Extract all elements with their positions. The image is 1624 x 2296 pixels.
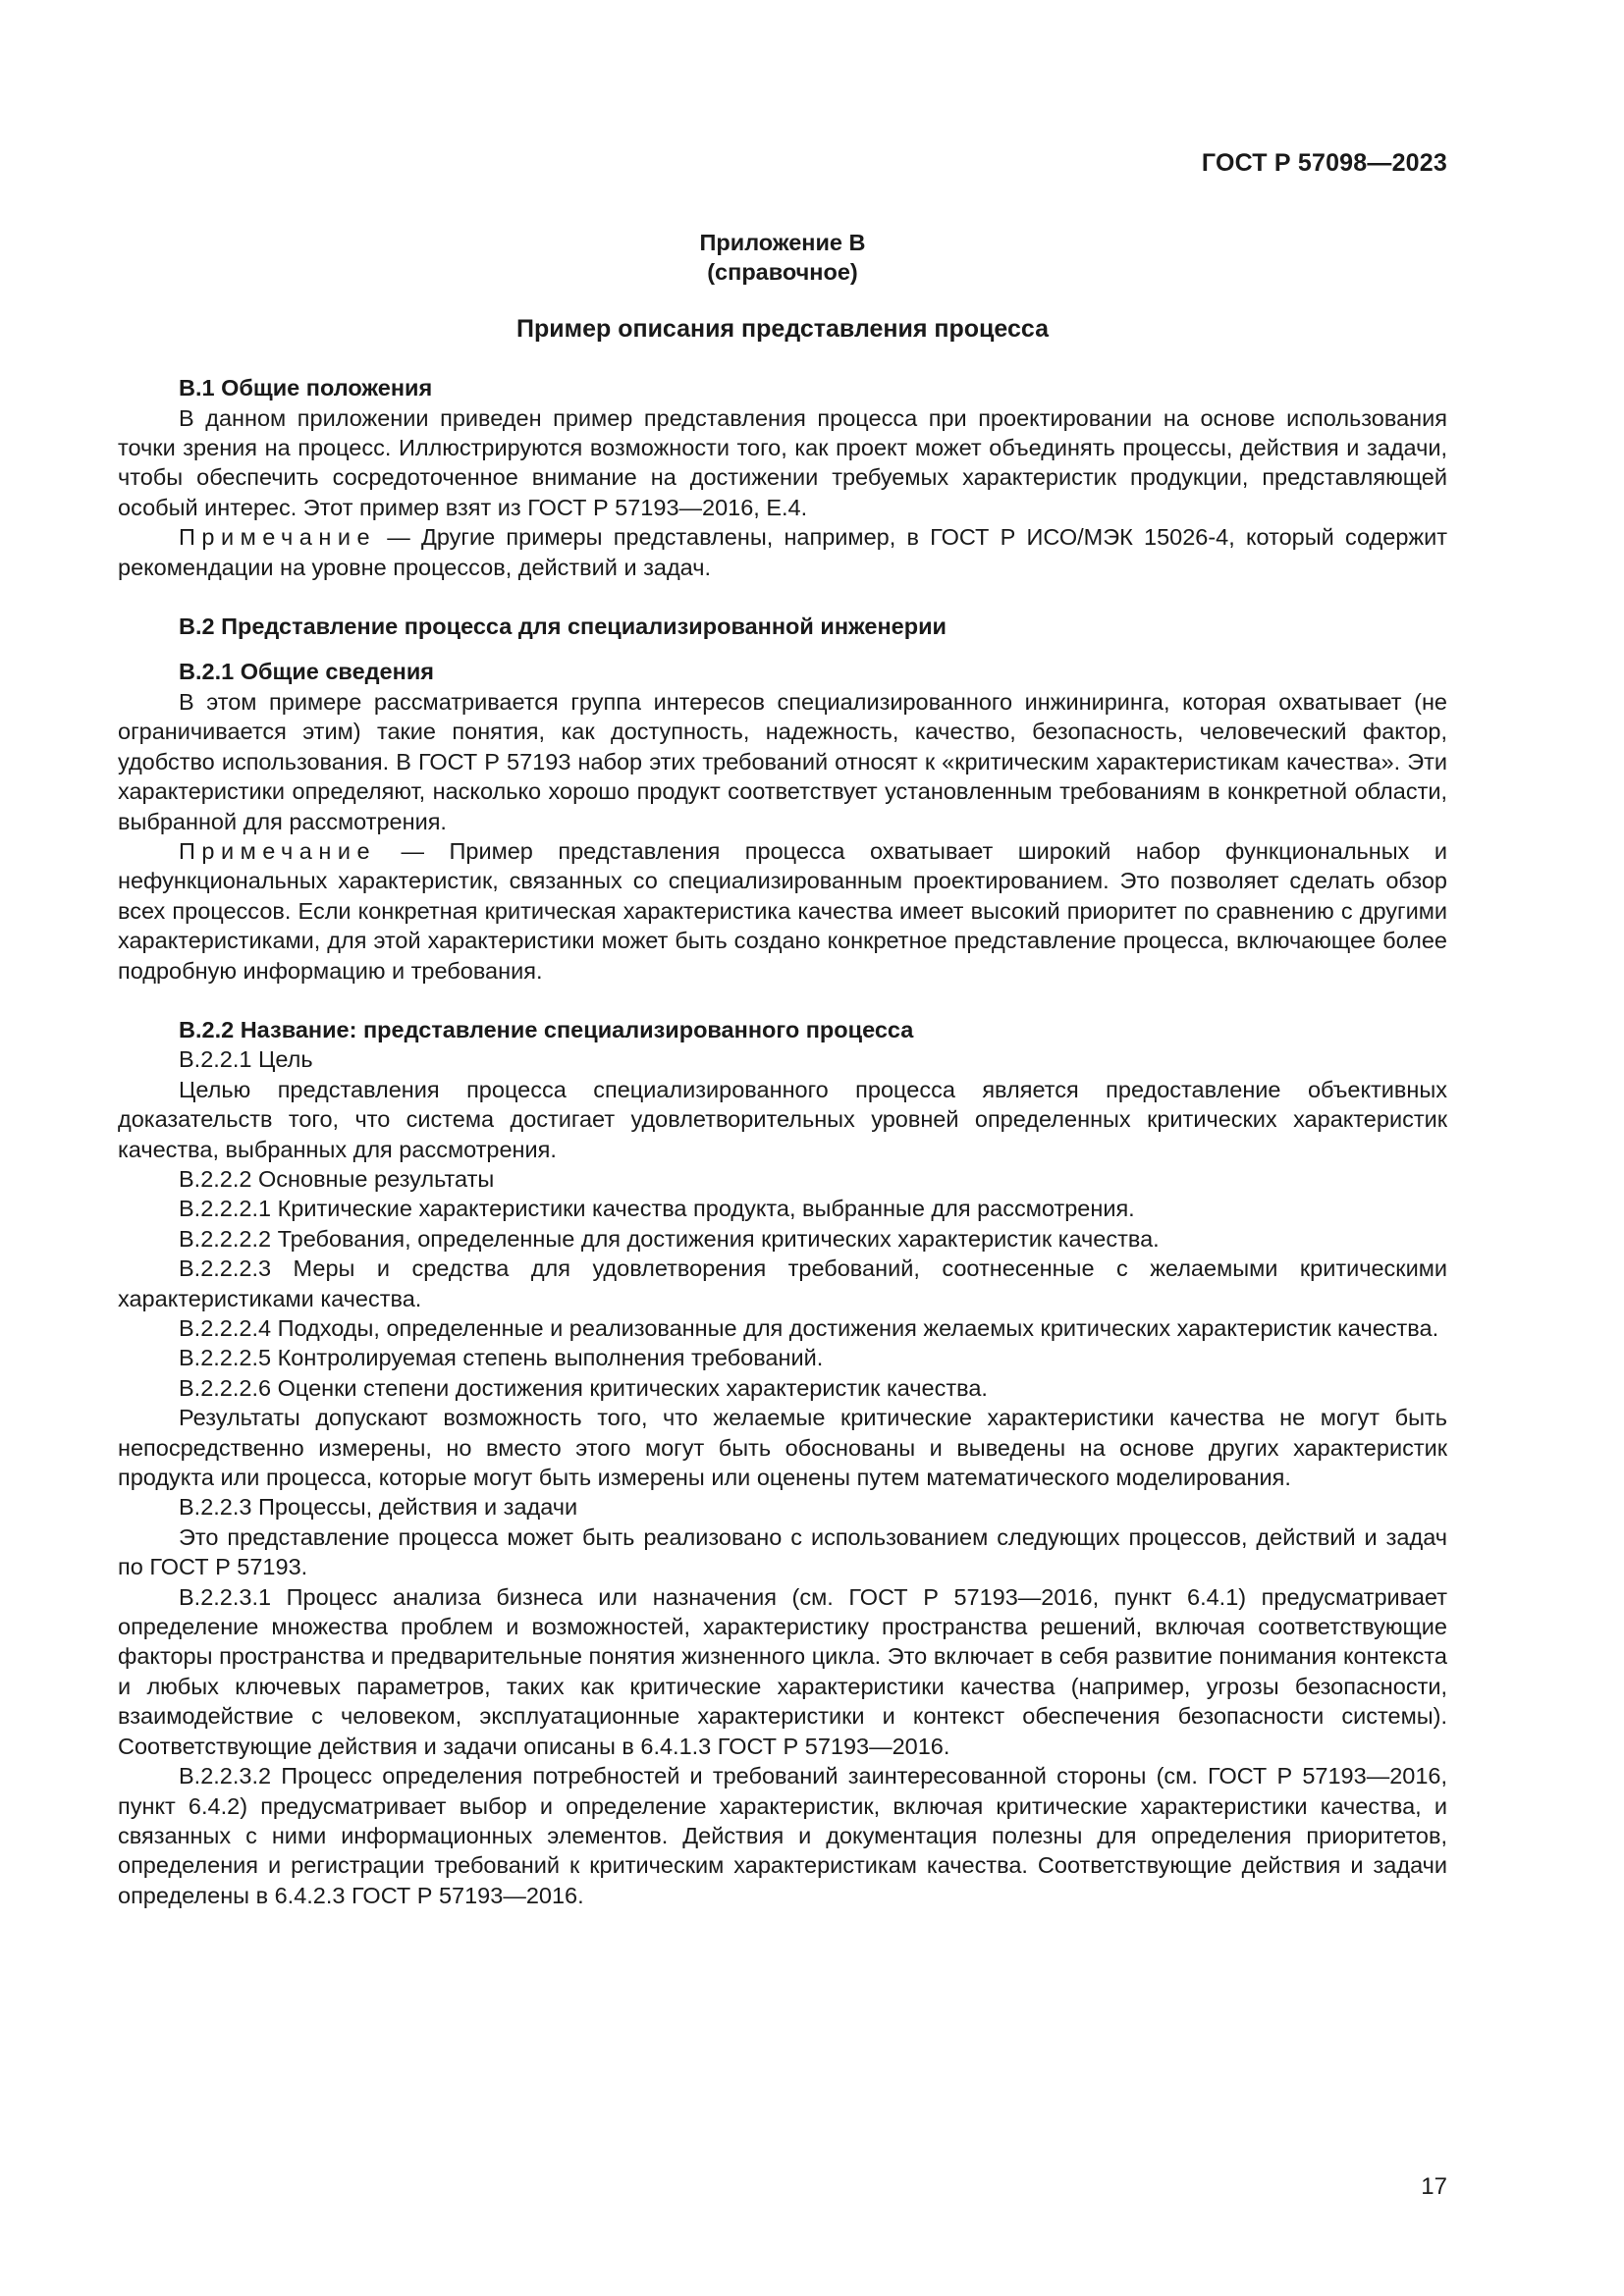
section-b21-note (118, 836, 1447, 986)
process-item: В.2.2.3.2 Процесс определения потребностей и требований заинтересованной стороны (см. ГОСТ Р 57193—2016, пункт 6.4.2) предусматривает выбор и определение характеристик, включая критические характеристики качества, и связанных с ними информационных элементов. Действия и документация полезны для определения приоритетов, определения и регистрации требований к критическим характеристикам качества. Соответствующие действия и задачи определены в 6.4.2.3 ГОСТ Р 57193—2016. (118, 1763, 1447, 1908)
section-b1-paragraph: В данном приложении приведен пример представления процесса при проектировании на основе использования точки зрения на процесс. Иллюстрируются возможности того, как проект может объединять процессы, действия и задачи, чтобы обеспечить сосредоточенное внимание на достижении требуемых характеристик продукции, представляющей особый интерес. Этот пример взят из ГОСТ Р 57193—2016, Е.4. (118, 404, 1447, 520)
outcome-item: В.2.2.2.1 Критические характеристики качества продукта, выбранные для рассмотрения. (179, 1196, 1135, 1222)
outcome-item: В.2.2.2.5 Контролируемая степень выполнения требований. (179, 1345, 824, 1371)
outcomes-paragraph: Результаты допускают возможность того, что желаемые критические характеристики качества не могут быть непосредственно измерены, но вместо этого могут быть обоснованы и выведены на основе других характеристик продукта или процесса, которые могут быть измерены или оценены путем математического моделирования. (118, 1405, 1447, 1491)
section-b1-note (118, 522, 1447, 582)
annex-heading: Пример описания представления процесса (515, 314, 1050, 343)
section-b21-paragraph: В этом примере рассматривается группа интересов специализированного инжиниринга, которая охватывает (не ограничивается этим) такие понятия, как доступность, надежность, качество, безопасность, человеческий фактор, удобство использования. В ГОСТ Р 57193 набор этих требований относят к «критическим характеристикам качества». Эти характеристики определяют, насколько хорошо продукт соответствует установленным требованиям в конкретной области, выбранной для рассмотрения. (118, 688, 1447, 834)
outcomes-label: В.2.2.2 Основные результаты (179, 1165, 495, 1192)
outcome-item: В.2.2.2.6 Оценки степени достижения критических характеристик качества. (179, 1374, 988, 1401)
section-b1-heading: В.1 Общие положения (179, 375, 433, 401)
note-text: — Пример представления процесса охватывает широкий набор функциональных и нефункциональных характеристик, связанных со специализированным проектированием. Это позволяет сделать обзор всех процессов. Если конкретная критическая характеристика качества имеет высокий приоритет по сравнению с другими характеристиками, для этой характеристики может быть создано конкретное представление процесса, включающее более подробную информацию и требования. (118, 837, 1447, 984)
outcome-item: В.2.2.2.3 Меры и средства для удовлетворения требований, соотнесенные с желаемыми критическими характеристиками качества. (118, 1255, 1447, 1311)
note-label: Примечание (179, 524, 377, 551)
process-item: В.2.2.3.1 Процесс анализа бизнеса или назначения (см. ГОСТ Р 57193—2016, пункт 6.4.1) предусматривает определение множества проблем и возможностей, характеристику пространства решений, включая соответствующие факторы пространства и предварительные понятия жизненного цикла. Это включает в себя развитие понимания контекста и любых ключевых параметров, таких как критические характеристики качества (например, угрозы безопасности, взаимодействие с человеком, эксплуатационные характеристики и контекст обеспечения безопасности системы). Соответствующие действия и задачи описаны в 6.4.1.3 ГОСТ Р 57193—2016. (118, 1583, 1447, 1759)
standard-code-header: ГОСТ Р 57098—2023 (1201, 149, 1447, 177)
section-b22-heading: В.2.2 Название: представление специализированного процесса (179, 1016, 914, 1042)
annex-title: Приложение В (699, 230, 866, 255)
section-b2-heading: В.2 Представление процесса для специализированной инженерии (179, 614, 947, 640)
outcome-item: В.2.2.2.2 Требования, определенные для достижения критических характеристик качества. (179, 1225, 1160, 1252)
page-number: 17 (1421, 2173, 1447, 2200)
purpose-paragraph: Целью представления процесса специализированного процесса является предоставление объективных доказательств того, что система достигает удовлетворительных уровней определенных критических характеристик качества, выбранных для рассмотрения. (118, 1076, 1447, 1162)
note-label: Примечание (179, 837, 377, 864)
page-content (118, 228, 1447, 1910)
processes-intro: Это представление процесса может быть реализовано с использованием следующих процессов, действий и задач по ГОСТ Р 57193. (118, 1523, 1447, 1580)
section-b21-heading: В.2.1 Общие сведения (179, 659, 434, 685)
purpose-label: В.2.2.1 Цель (179, 1046, 313, 1073)
outcome-item: В.2.2.2.4 Подходы, определенные и реализованные для достижения желаемых критических характеристик качества. (179, 1315, 1439, 1341)
processes-label: В.2.2.3 Процессы, действия и задачи (179, 1494, 578, 1521)
annex-kind: (справочное) (707, 259, 858, 286)
note-text: — Другие примеры представлены, например, в ГОСТ Р ИСО/МЭК 15026-4, который содержит рекомендации на уровне процессов, действий и задач. (118, 524, 1447, 580)
